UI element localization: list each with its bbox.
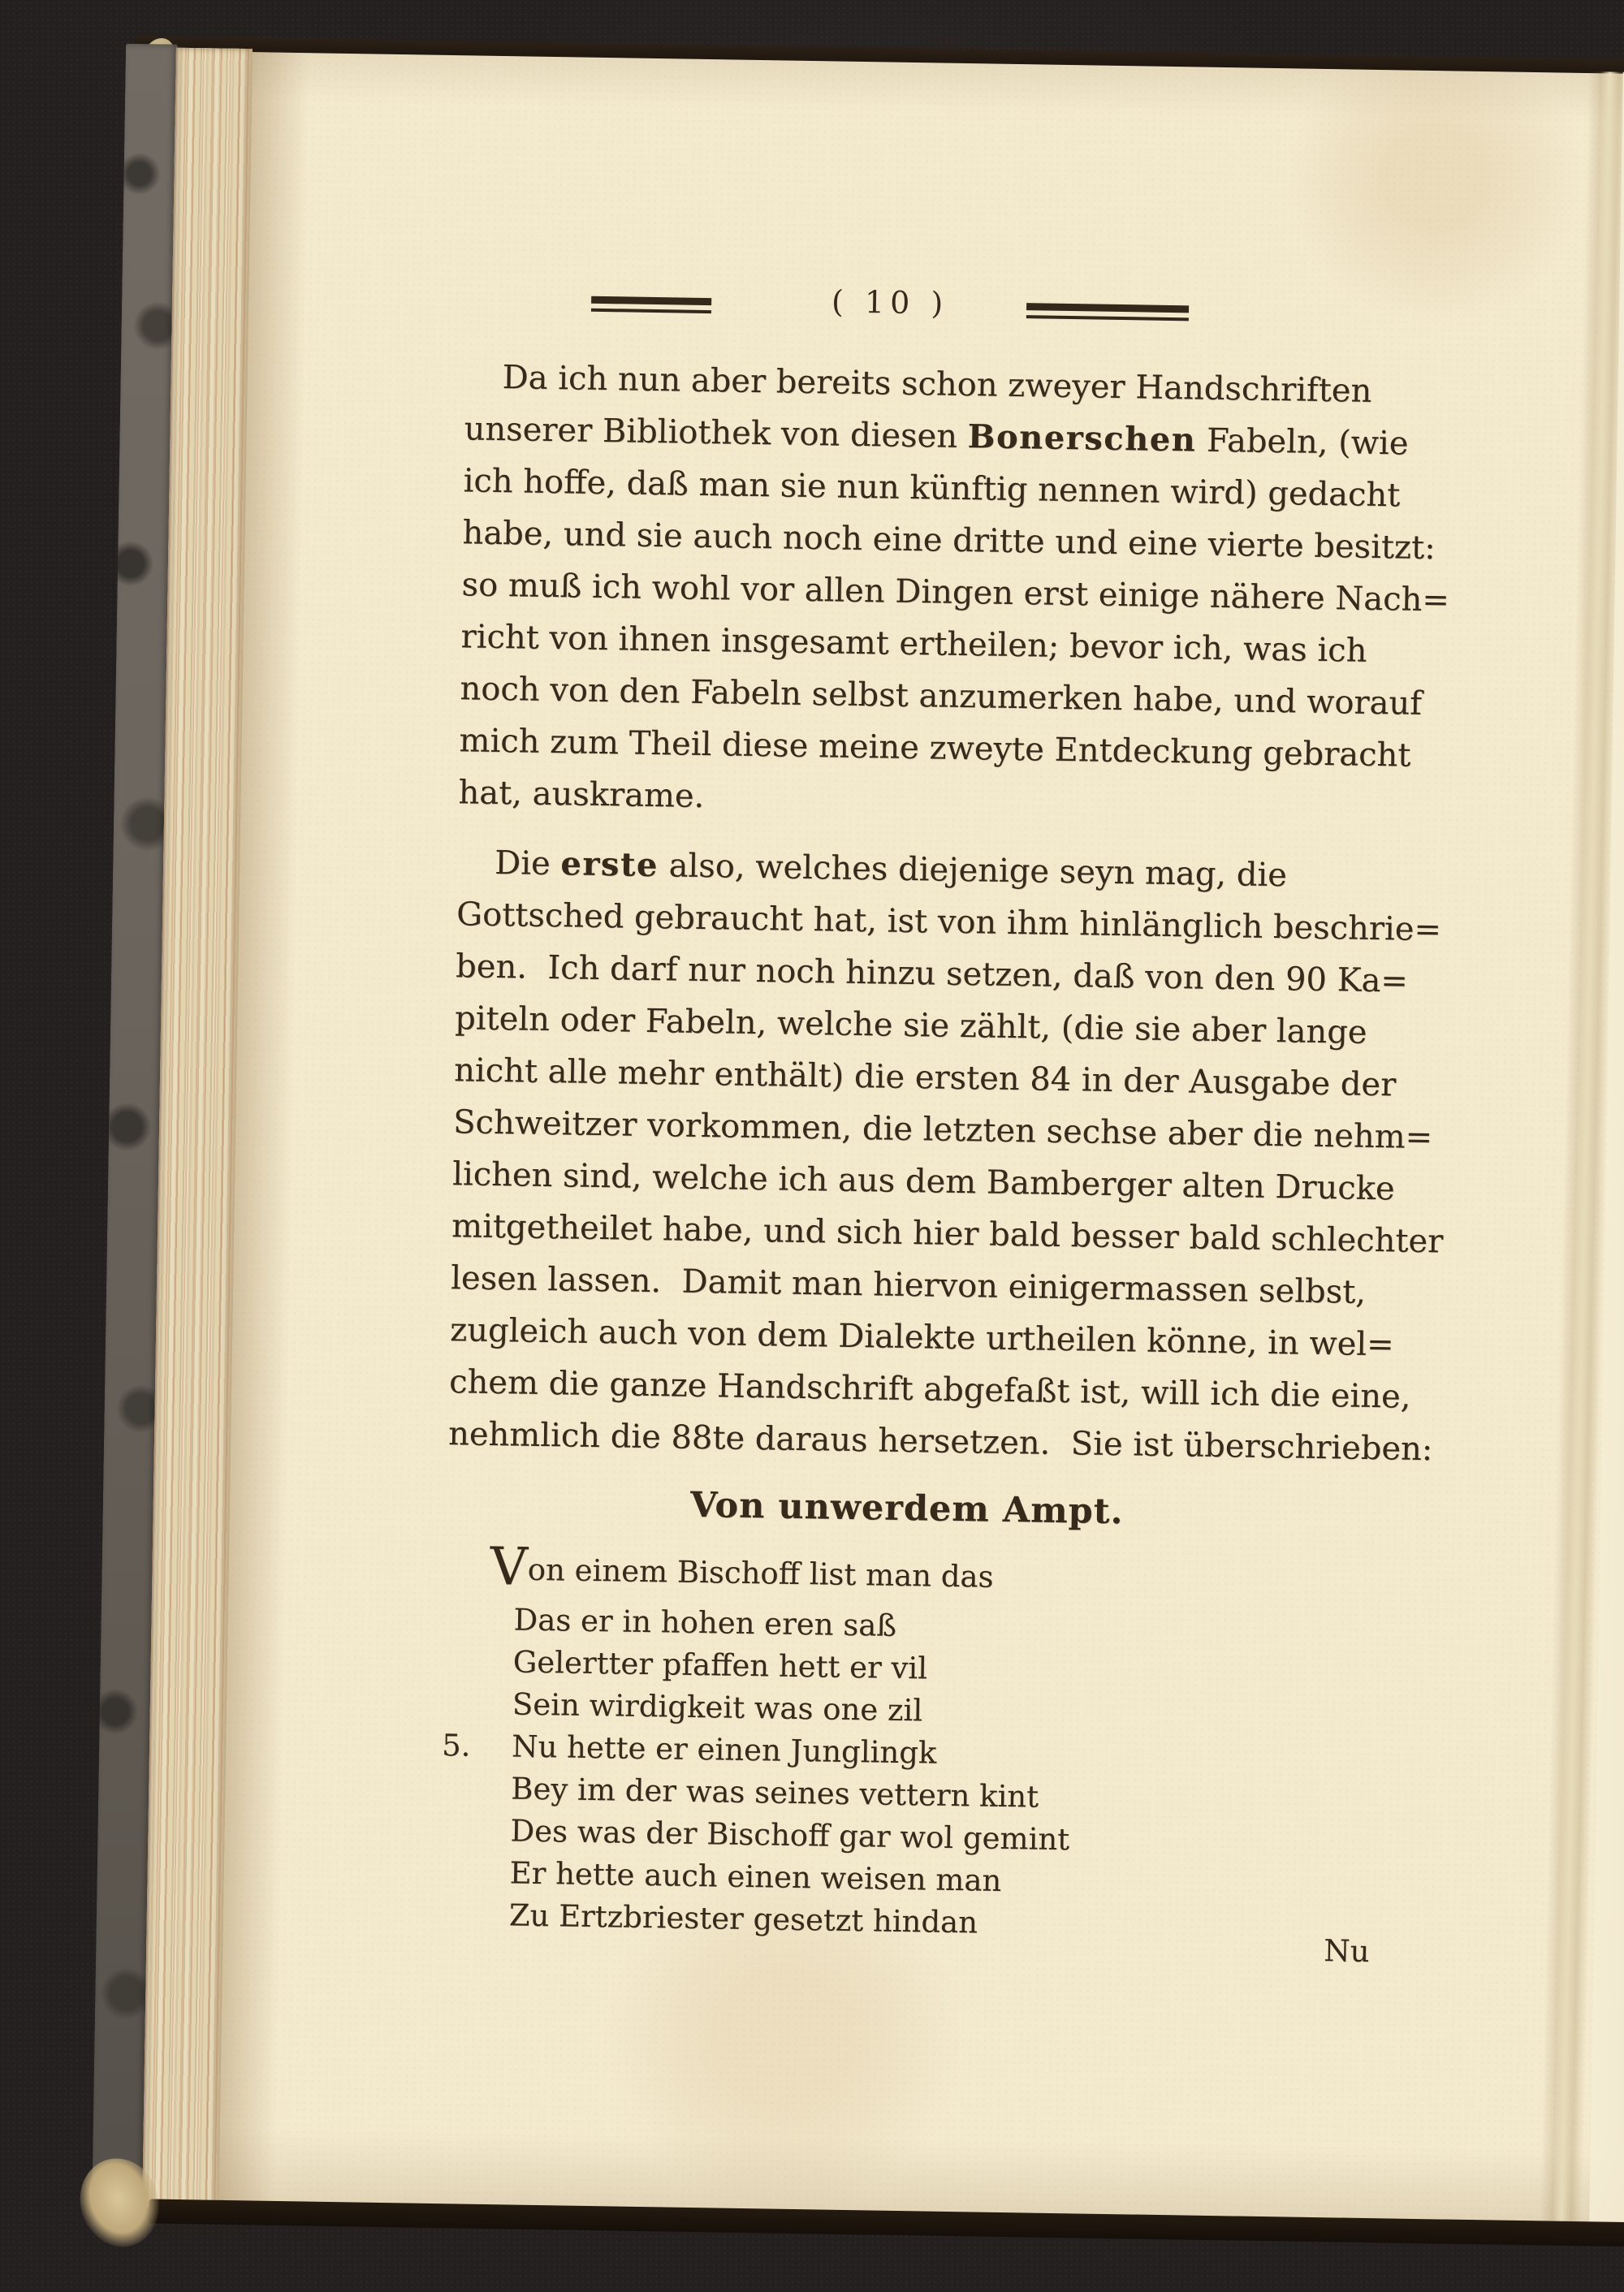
text-segment: Nu hette er einen Junglingk bbox=[511, 1729, 937, 1771]
paragraph-2 bbox=[448, 836, 1465, 1475]
text-line: Da ich nun aber bereits schon zweyer Handschriften bbox=[502, 359, 1372, 410]
text-line: Schweitzer vorkommen, die letzten sechse aber die nehm= bbox=[452, 1103, 1433, 1157]
text-line: habe, und sie auch noch eine dritte und eine vierte besitzt: bbox=[462, 514, 1436, 568]
poem-line: Zu Ertzbriester gesetzt hindan bbox=[508, 1897, 978, 1940]
book-photo bbox=[92, 50, 1624, 2229]
text-segment: Die bbox=[494, 844, 561, 883]
text-line: so muß ich wohl vor allen Dingen erst einige nähere Nach= bbox=[461, 566, 1450, 619]
poem-line bbox=[490, 1537, 1074, 1608]
poem-line: Das er in hohen eren saß bbox=[513, 1602, 897, 1643]
text-line: lesen lassen. Damit man hiervon einigermassen selbst, bbox=[450, 1259, 1367, 1311]
text-segment: unserer Bibliothek von diesen bbox=[464, 410, 969, 456]
running-header bbox=[248, 284, 1624, 348]
poem-initial-capital: V bbox=[490, 1537, 529, 1598]
text-segment: also, welches diejenige seyn mag, die bbox=[658, 847, 1288, 895]
text-line: Gottsched gebraucht hat, ist von ihm hinlänglich beschrie= bbox=[456, 896, 1442, 949]
poem-heading: Von unwerdem Ampt. bbox=[689, 1484, 1124, 1533]
emphasized-word: Bonerschen bbox=[967, 417, 1197, 460]
text-line: mich zum Theil diese meine zweyte Entdeckung gebracht bbox=[459, 722, 1411, 775]
header-rule-left bbox=[591, 296, 711, 313]
poem-block bbox=[441, 1537, 1073, 1945]
text-line: zugleich auch von dem Dialekte urtheilen könne, in wel= bbox=[449, 1311, 1395, 1364]
verse-number: 5. bbox=[441, 1728, 471, 1763]
text-line: lichen sind, welche ich aus dem Bamberger alten Drucke bbox=[451, 1155, 1395, 1208]
text-line: mitgetheilet habe, und sich hier bald besser bald schlechter bbox=[451, 1207, 1444, 1261]
poem-line: Sein wirdigkeit was one zil bbox=[512, 1686, 923, 1729]
text-line: ich hoffe, daß man sie nun künftig nennen wird) gedacht bbox=[463, 462, 1401, 515]
text-line: ben. Ich darf nur noch hinzu setzen, daß von den 90 Ka= bbox=[455, 947, 1409, 1000]
catchword: Nu bbox=[1323, 1933, 1370, 1970]
text-line: piteln oder Fabeln, welche sie zählt, (die sie aber lange bbox=[454, 999, 1367, 1051]
page-number: ( 10 ) bbox=[831, 283, 949, 322]
poem-line: Bey im der was seines vettern kint bbox=[511, 1771, 1039, 1815]
poem-line: Des was der Bischoff gar wol gemint bbox=[510, 1813, 1070, 1858]
text-segment: Fabeln, (wie bbox=[1195, 421, 1409, 463]
text-segment: on einem Bischoff list man das bbox=[527, 1552, 994, 1595]
text-line: hat, auskrame. bbox=[458, 774, 705, 816]
text-line: nicht alle mehr enthält) die ersten 84 in der Ausgabe der bbox=[453, 1051, 1397, 1104]
text-line: nehmlich die 88te daraus hersetzen. Sie ist überschrieben: bbox=[447, 1415, 1433, 1469]
header-rule-right bbox=[1026, 303, 1189, 321]
text-line: chem die ganze Handschrift abgefaßt ist, will ich die eine, bbox=[448, 1363, 1411, 1416]
emphasized-word: erste bbox=[560, 844, 659, 885]
paragraph-1 bbox=[458, 351, 1472, 834]
text-line: noch von den Fabeln selbst anzumerken habe, und worauf bbox=[460, 670, 1423, 723]
poem-line: Er hette auch einen weisen man bbox=[509, 1855, 1002, 1898]
poem-line: Gelertter pfaffen hett er vil bbox=[512, 1644, 928, 1686]
book-page bbox=[218, 52, 1624, 2225]
text-line: richt von ihnen insgesamt ertheilen; bevor ich, was ich bbox=[460, 618, 1367, 670]
